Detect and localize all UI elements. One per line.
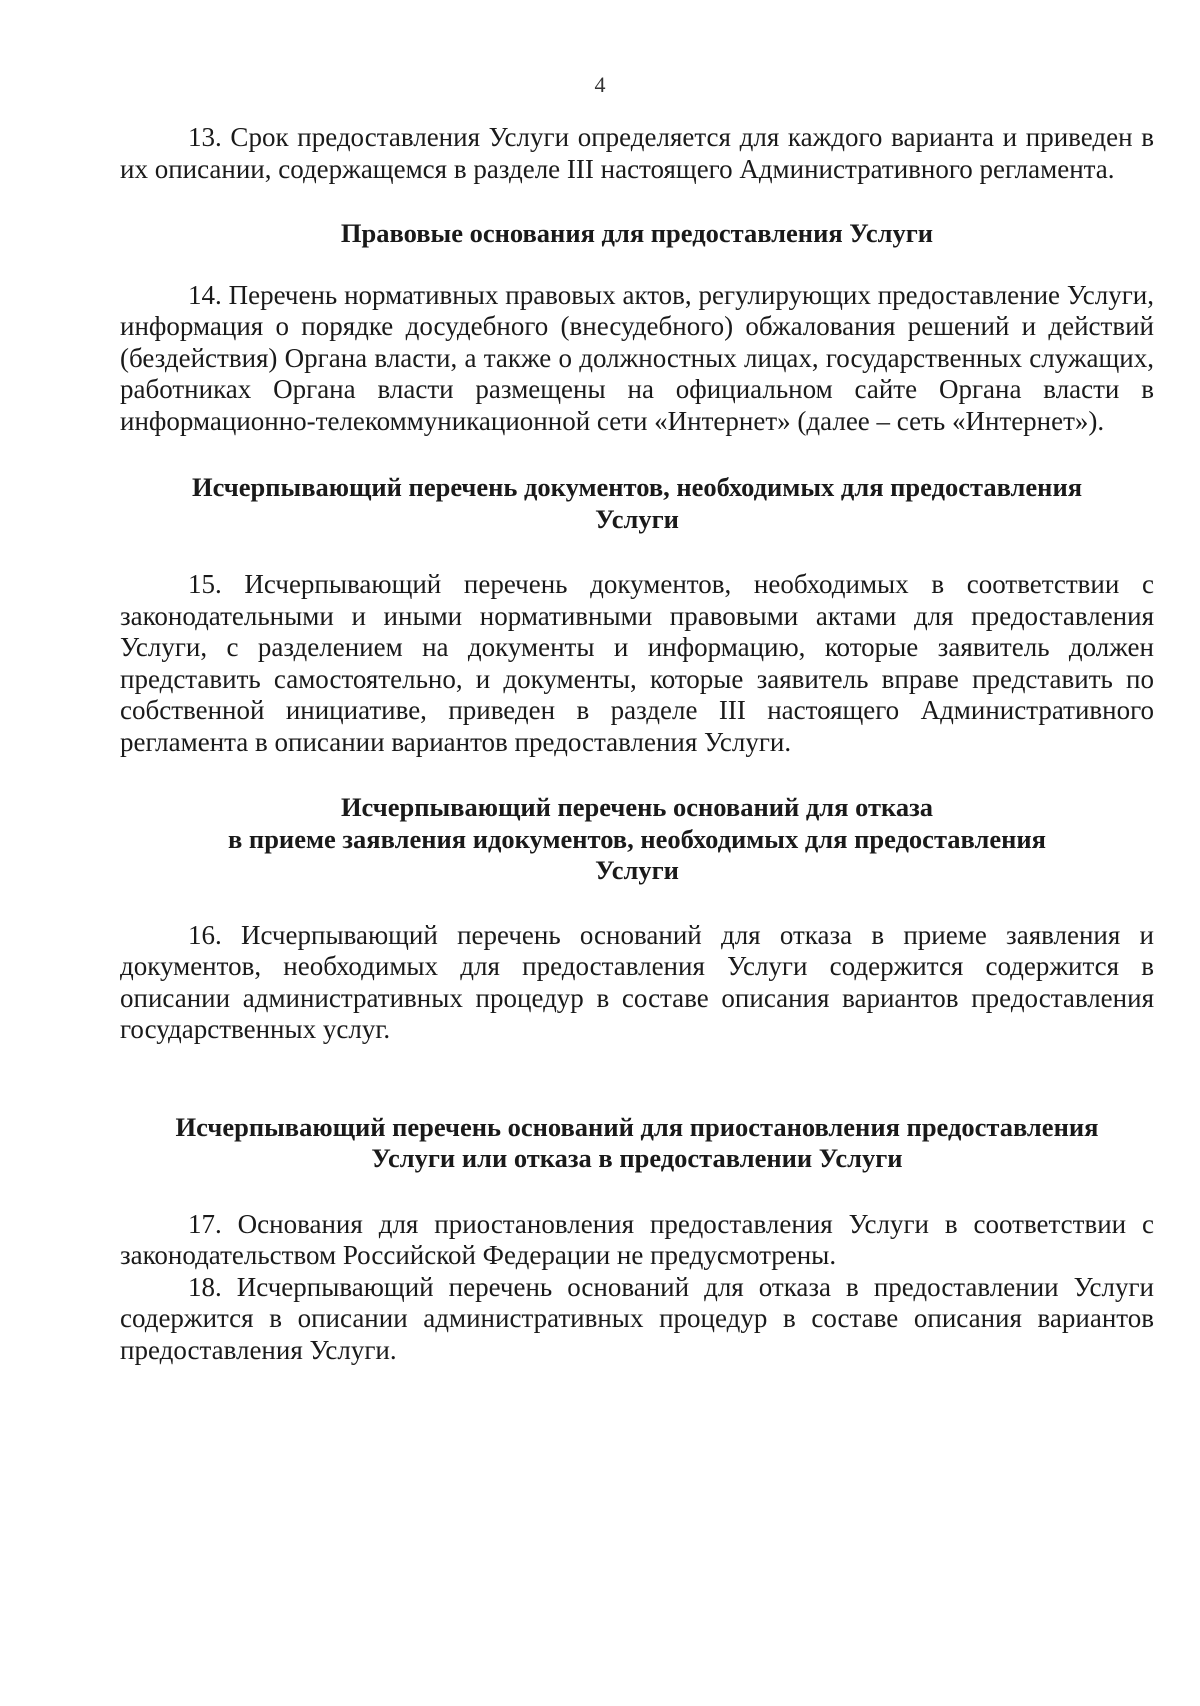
paragraph-13: 13. Срок предоставления Услуги определяется для каждого варианта и приведен в их описании, содержащемся в разделе III настоящего Административного регламента.: [120, 122, 1154, 184]
document-body: [120, 122, 1154, 1366]
heading-line: в приеме заявления идокументов, необходимых для предоставления: [227, 823, 1047, 854]
heading-line: Услуги или отказа в предоставлении Услуги: [371, 1143, 903, 1173]
page-number: 4: [594, 72, 606, 97]
heading-suspension-grounds: [120, 1112, 1154, 1175]
heading-line: Услуги: [595, 855, 679, 885]
paragraph-16: 16. Исчерпывающий перечень оснований для отказа в приеме заявления и документов, необходимых для предоставления Услуги содержится содержится в описании административных процедур в составе описания вариантов предоставления государственных услуг.: [120, 919, 1154, 1044]
heading-refusal-grounds: [120, 792, 1154, 887]
heading-line: Исчерпывающий перечень документов, необходимых для предоставления: [191, 472, 1083, 502]
paragraph-15: 15. Исчерпывающий перечень документов, необходимых в соответствии с законодательными и иными нормативными правовыми актами для предоставления Услуги, с разделением на документы и информацию, которые заявитель должен представить самостоятельно, и документы, которые заявитель вправе представить по собственной инициативе, приведен в разделе III настоящего Административного регламента в описании вариантов предоставления Услуги.: [120, 569, 1154, 757]
heading-line: Исчерпывающий перечень оснований для отказа: [340, 792, 934, 822]
heading-line: Услуги: [595, 503, 679, 534]
heading-line: Исчерпывающий перечень оснований для приостановления предоставления: [175, 1111, 1099, 1142]
heading-legal-grounds: [120, 218, 1154, 250]
paragraph-17: 17. Основания для приостановления предоставления Услуги в соответствии с законодательством Российской Федерации не предусмотрены.: [120, 1208, 1154, 1270]
heading-documents-list: [120, 472, 1154, 535]
heading-line: Правовые основания для предоставления Услуги: [340, 218, 934, 248]
paragraph-14: 14. Перечень нормативных правовых актов, регулирующих предоставление Услуги, информация о порядке досудебного (внесудебного) обжалования решений и действий (бездействия) Органа власти, а также о должностных лицах, государственных служащих, работниках Органа власти размещены на официальном сайте Органа власти в информационно-телекоммуникационной сети «Интернет» (далее – сеть «Интернет»).: [120, 279, 1154, 436]
paragraph-18: 18. Исчерпывающий перечень оснований для отказа в предоставлении Услуги содержится в описании административных процедур в составе описания вариантов предоставления Услуги.: [120, 1271, 1154, 1365]
